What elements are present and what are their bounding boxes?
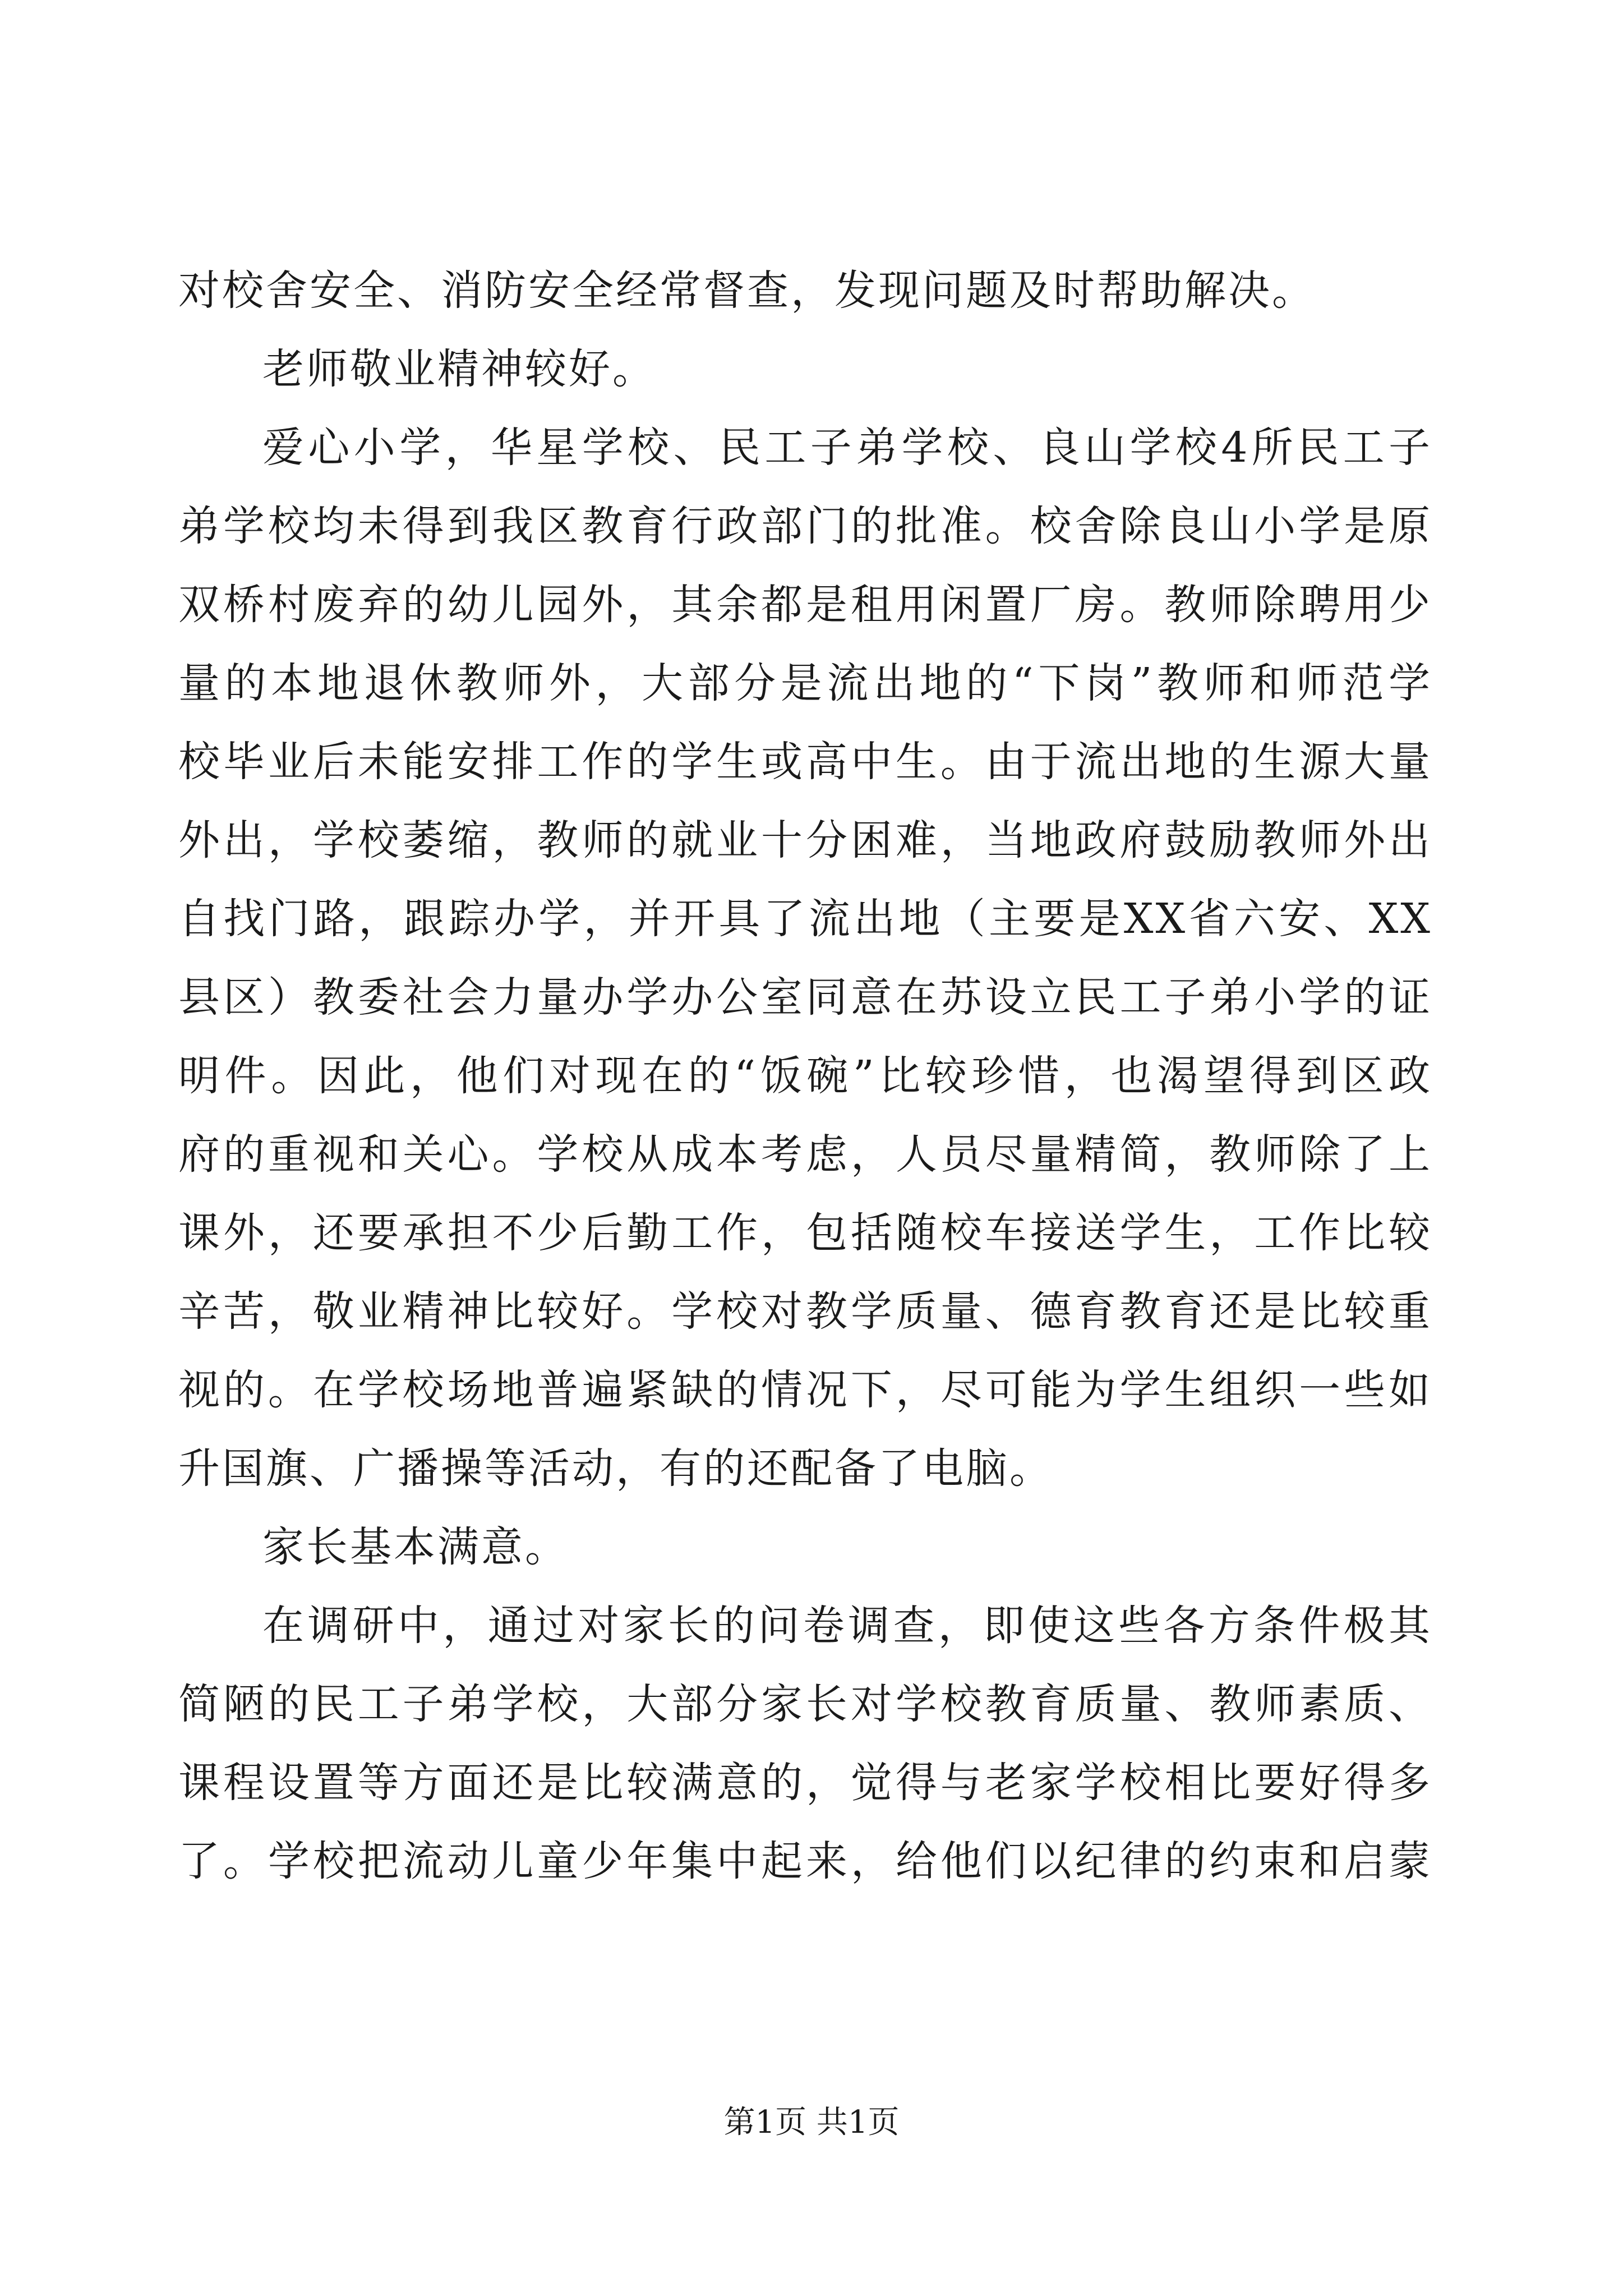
text-line: 爱心小学，华星学校、民工子弟学校、良山学校4所民工子 (262, 424, 1432, 472)
document-body (178, 251, 1432, 1901)
text-line: 在调研中，通过对家长的问卷调查，即使这些各方条件极其 (262, 1602, 1432, 1650)
text-line: 升国旗、广播操等活动，有的还配备了电脑。 (178, 1444, 1053, 1493)
text-line: 外出，学校萎缩，教师的就业十分困难，当地政府鼓励教师外出 (178, 816, 1432, 864)
text-line: 县区）教委社会力量办学办公室同意在苏设立民工子弟小学的证 (178, 973, 1432, 1022)
text-line: 课程设置等方面还是比较满意的，觉得与老家学校相比要好得多 (178, 1759, 1432, 1807)
section-heading: 老师敬业精神较好。 (262, 345, 656, 393)
text-line: 自找门路，跟踪办学，并开具了流出地（主要是XX省六安、XX (178, 895, 1432, 943)
text-line: 弟学校均未得到我区教育行政部门的批准。校舍除良山小学是原 (178, 502, 1432, 550)
text-line: 辛苦，敬业精神比较好。学校对教学质量、德育教育还是比较重 (178, 1287, 1432, 1336)
text-line: 校毕业后未能安排工作的学生或高中生。由于流出地的生源大量 (178, 738, 1432, 786)
text-line: 视的。在学校场地普遍紧缺的情况下，尽可能为学生组织一些如 (178, 1366, 1432, 1414)
section-heading: 家长基本满意。 (262, 1523, 569, 1571)
text-line: 了。学校把流动儿童少年集中起来，给他们以纪律的约束和启蒙 (178, 1837, 1432, 1885)
text-line: 明件。因此，他们对现在的“饭碗”比较珍惜，也渴望得到区政 (178, 1052, 1432, 1100)
text-line: 课外，还要承担不少后勤工作，包括随校车接送学生，工作比较 (178, 1209, 1432, 1257)
text-line: 双桥村废弃的幼儿园外，其余都是租用闲置厂房。教师除聘用少 (178, 581, 1432, 629)
text-line: 对校舍安全、消防安全经常督查，发现问题及时帮助解决。 (178, 266, 1316, 315)
text-line: 府的重视和关心。学校从成本考虑，人员尽量精简，教师除了上 (178, 1130, 1432, 1179)
page-number-footer: 第1页 共1页 (723, 2104, 900, 2141)
text-line: 量的本地退休教师外，大部分是流出地的“下岗”教师和师范学 (178, 659, 1432, 707)
text-line: 简陋的民工子弟学校，大部分家长对学校教育质量、教师素质、 (178, 1680, 1432, 1728)
